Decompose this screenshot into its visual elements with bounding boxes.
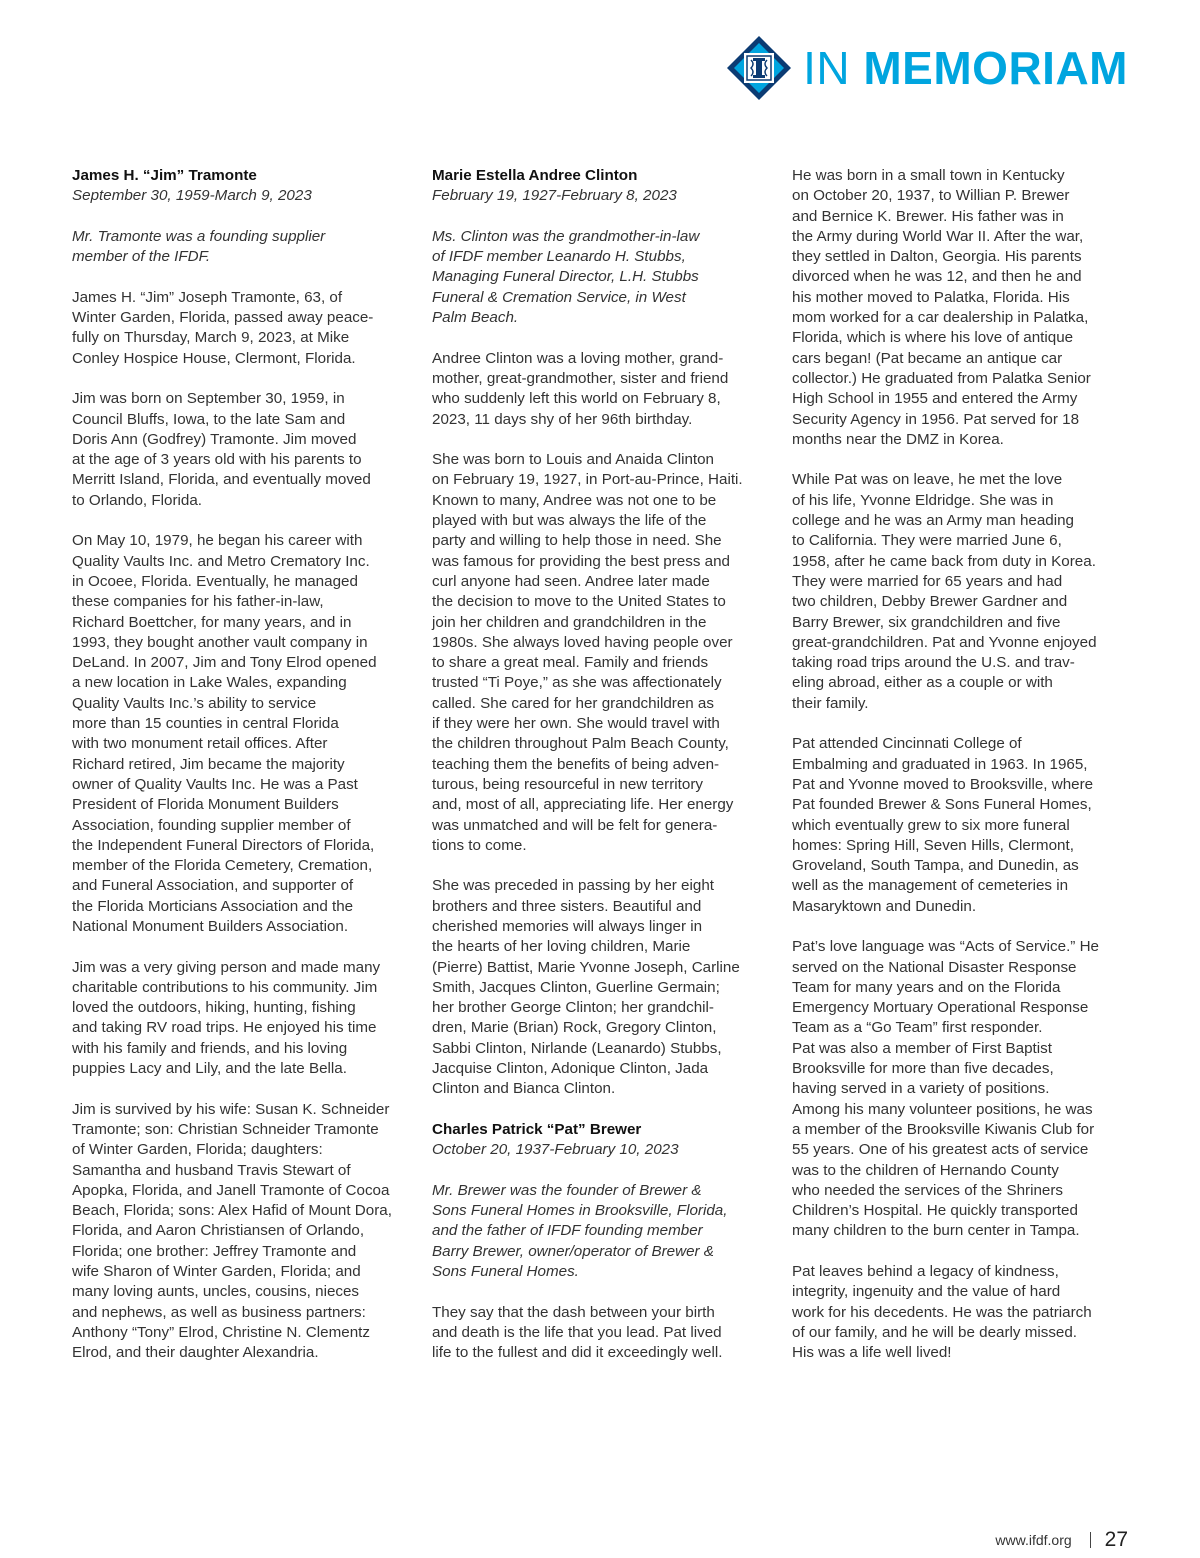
- obituary-name: James H. “Jim” Tramonte: [72, 167, 257, 184]
- title-in: IN: [803, 42, 851, 94]
- obituary-paragraph: Pat attended Cincinnati College of Embalming and graduated in 1963. In 1965, Pat and Yvonne moved to Brooksville, where Pat founded Brewer & Sons Funeral Homes, which eventually grew to six more funeral homes: Spring Hill, Seven Hills, Clermont, Groveland, South Tampa, and Dunedin, as well as the management of cemeteries in Masaryktown and Dunedin.: [792, 735, 1094, 915]
- ifdf-logo-icon: [727, 36, 791, 100]
- obituary-paragraph: Pat leaves behind a legacy of kindness, integrity, ingenuity and the value of hard work for his decedents. He was the patriarch of our family, and he will be dearly missed. His was a life well lived!: [792, 1263, 1092, 1362]
- page-footer: [995, 1528, 1128, 1552]
- obituary-dates-2: October 20, 1937-February 10, 2023: [432, 1141, 679, 1159]
- obituary-paragraph: Pat’s love language was “Acts of Service.” He served on the National Disaster Response Team for many years and on the Florida Emergency Mortuary Operational Response Team as a “Go Team” first responder. Pat was also a member of First Baptist Brooksville for more than five decades, having served in a variety of positions. Among his many volunteer positions, he was a member of the Brooksville Kiwanis Club for 55 years. One of his greatest acts of service was to the children of Hernando County who needed the services of the Shriners Children’s Hospital. He quickly transported many children to the burn center in Tampa.: [792, 938, 1099, 1240]
- page-header: [727, 36, 1128, 100]
- obituary-lead: Mr. Tramonte was a founding supplier member of the IFDF.: [72, 227, 326, 266]
- obituary-dates: September 30, 1959-March 9, 2023: [72, 187, 312, 205]
- obituary-paragraph: Andree Clinton was a loving mother, grand- mother, great-grandmother, sister and friend who suddenly left this world on February 8, 2023, 11 days shy of her 96th birthday.: [432, 349, 729, 428]
- title-memoriam: MEMORIAM: [863, 42, 1128, 94]
- obituary-paragraph: She was born to Louis and Anaida Clinton on February 19, 1927, in Port-au-Prince, Haiti. Known to many, Andree was not one to be played with but was always the life of the party and willing to help those in need. She was famous for providing the best press and curl anyone had seen. Andree later made the decision to move to the United States to join her children and grandchildren in the 1980s. She always loved having people over to share a great meal. Family and friends trusted “Ti Poye,” as she was affectionately called. She cared for her grandchildren as if they were her own. She would travel with the children throughout Palm Beach County, teaching them the benefits of being adven- turous, being resourceful in new territory and, most of all, appreciating life. Her energy was unmatched and will be felt for genera- tions to come.: [432, 451, 743, 854]
- obituary-dates: February 19, 1927-February 8, 2023: [432, 187, 677, 205]
- obituary-paragraph: Jim was a very giving person and made many charitable contributions to his community. Jim loved the outdoors, hiking, hunting, fishing and taking RV road trips. He enjoyed his time with his family and friends, and his loving puppies Lacy and Lily, and the late Bella.: [72, 958, 381, 1078]
- column-1: [72, 166, 417, 1364]
- obituary-lead-2: Mr. Brewer was the founder of Brewer & Sons Funeral Homes in Brooksville, Florida, and the father of IFDF founding member Barry Brewer, owner/operator of Brewer & Sons Funeral Homes.: [432, 1181, 728, 1281]
- column-3: [792, 166, 1132, 1364]
- obituary-paragraph: Jim was born on September 30, 1959, in Council Bluffs, Iowa, to the late Sam and Doris Ann (Godfrey) Tramonte. Jim moved at the age of 3 years old with his parents to Merritt Island, Florida, and eventually moved to Orlando, Florida.: [72, 390, 371, 509]
- obituary-paragraph: They say that the dash between your birth and death is the life that you lead. Pat lived life to the fullest and did it exceedingly well.: [432, 1303, 723, 1362]
- website-link[interactable]: www.ifdf.org: [995, 1532, 1072, 1548]
- obituary-paragraph: James H. “Jim” Joseph Tramonte, 63, of Winter Garden, Florida, passed away peace- fully on Thursday, March 9, 2023, at Mike Conley Hospice House, Clermont, Florida.: [72, 288, 374, 367]
- obituary-paragraph: He was born in a small town in Kentucky on October 20, 1937, to Willian P. Brewer and Bernice K. Brewer. His father was in the Army during World War II. After the war, they settled in Dalton, Georgia. His parents divorced when he was 12, and then he and his mother moved to Palatka, Florida. His mom worked for a car dealership in Palatka, Florida, which is where his love of antique cars began! (Pat became an antique car collector.) He graduated from Palatka Senior High School in 1955 and entered the Army Security Agency in 1956. Pat served for 18 months near the DMZ in Korea.: [792, 167, 1091, 448]
- obituary-lead: Ms. Clinton was the grandmother-in-law of IFDF member Leanardo H. Stubbs, Managing Funeral Director, L.H. Stubbs Funeral & Cremation Service, in West Palm Beach.: [432, 227, 700, 327]
- obituary-name: Marie Estella Andree Clinton: [432, 167, 638, 184]
- obituary-paragraph: On May 10, 1979, he began his career with Quality Vaults Inc. and Metro Crematory Inc. in Ocoee, Florida. Eventually, he managed these companies for his father-in-law, Richard Boettcher, for many years, and in 1993, they bought another vault company in DeLand. In 2007, Jim and Tony Elrod opened a new location in Lake Wales, expanding Quality Vaults Inc.’s ability to service more than 15 counties in central Florida with two monument retail offices. After Richard retired, Jim became the majority owner of Quality Vaults Inc. He was a Past President of Florida Monument Builders Association, founding supplier member of the Independent Funeral Directors of Florida, member of the Florida Cemetery, Cremation, and Funeral Association, and supporter of the Florida Morticians Association and the National Monument Builders Association.: [72, 532, 377, 935]
- page-title: [803, 42, 1128, 94]
- obituary-paragraph: While Pat was on leave, he met the love of his life, Yvonne Eldridge. She was in college and he was an Army man heading to California. They were married June 6, 1958, after he came back from duty in Korea. They were married for 65 years and had two children, Debby Brewer Gardner and Barry Brewer, six grandchildren and five great-grandchildren. Pat and Yvonne enjoyed taking road trips around the U.S. and trav- eling abroad, either as a couple or with their family.: [792, 471, 1097, 712]
- column-2: [432, 166, 777, 1364]
- page-number: 27: [1104, 1528, 1128, 1551]
- footer-divider: [1090, 1532, 1091, 1548]
- obituary-paragraph: She was preceded in passing by her eight brothers and three sisters. Beautiful and cherished memories will always linger in the hearts of her loving children, Marie (Pierre) Battist, Marie Yvonne Joseph, Carline Smith, Jacques Clinton, Guerline Germain; her brother George Clinton; her grandchil- dren, Marie (Brian) Rock, Gregory Clinton, Sabbi Clinton, Nirlande (Leanardo) Stubbs, Jacquise Clinton, Adonique Clinton, Jada Clinton and Bianca Clinton.: [432, 877, 740, 1098]
- obituary-paragraph: Jim is survived by his wife: Susan K. Schneider Tramonte; son: Christian Schneider Tramonte of Winter Garden, Florida; daughters: Samantha and husband Travis Stewart of Apopka, Florida, and Janell Tramonte of Cocoa Beach, Florida; sons: Alex Hafid of Mount Dora, Florida, and Aaron Christiansen of Orlando, Florida; one brother: Jeffrey Tramonte and wife Sharon of Winter Garden, Florida; and many loving aunts, uncles, cousins, nieces and nephews, as well as business partners: Anthony “Tony” Elrod, Christine N. Clementz Elrod, and their daughter Alexandria.: [72, 1100, 392, 1362]
- obituary-name-2: Charles Patrick “Pat” Brewer: [432, 1120, 642, 1138]
